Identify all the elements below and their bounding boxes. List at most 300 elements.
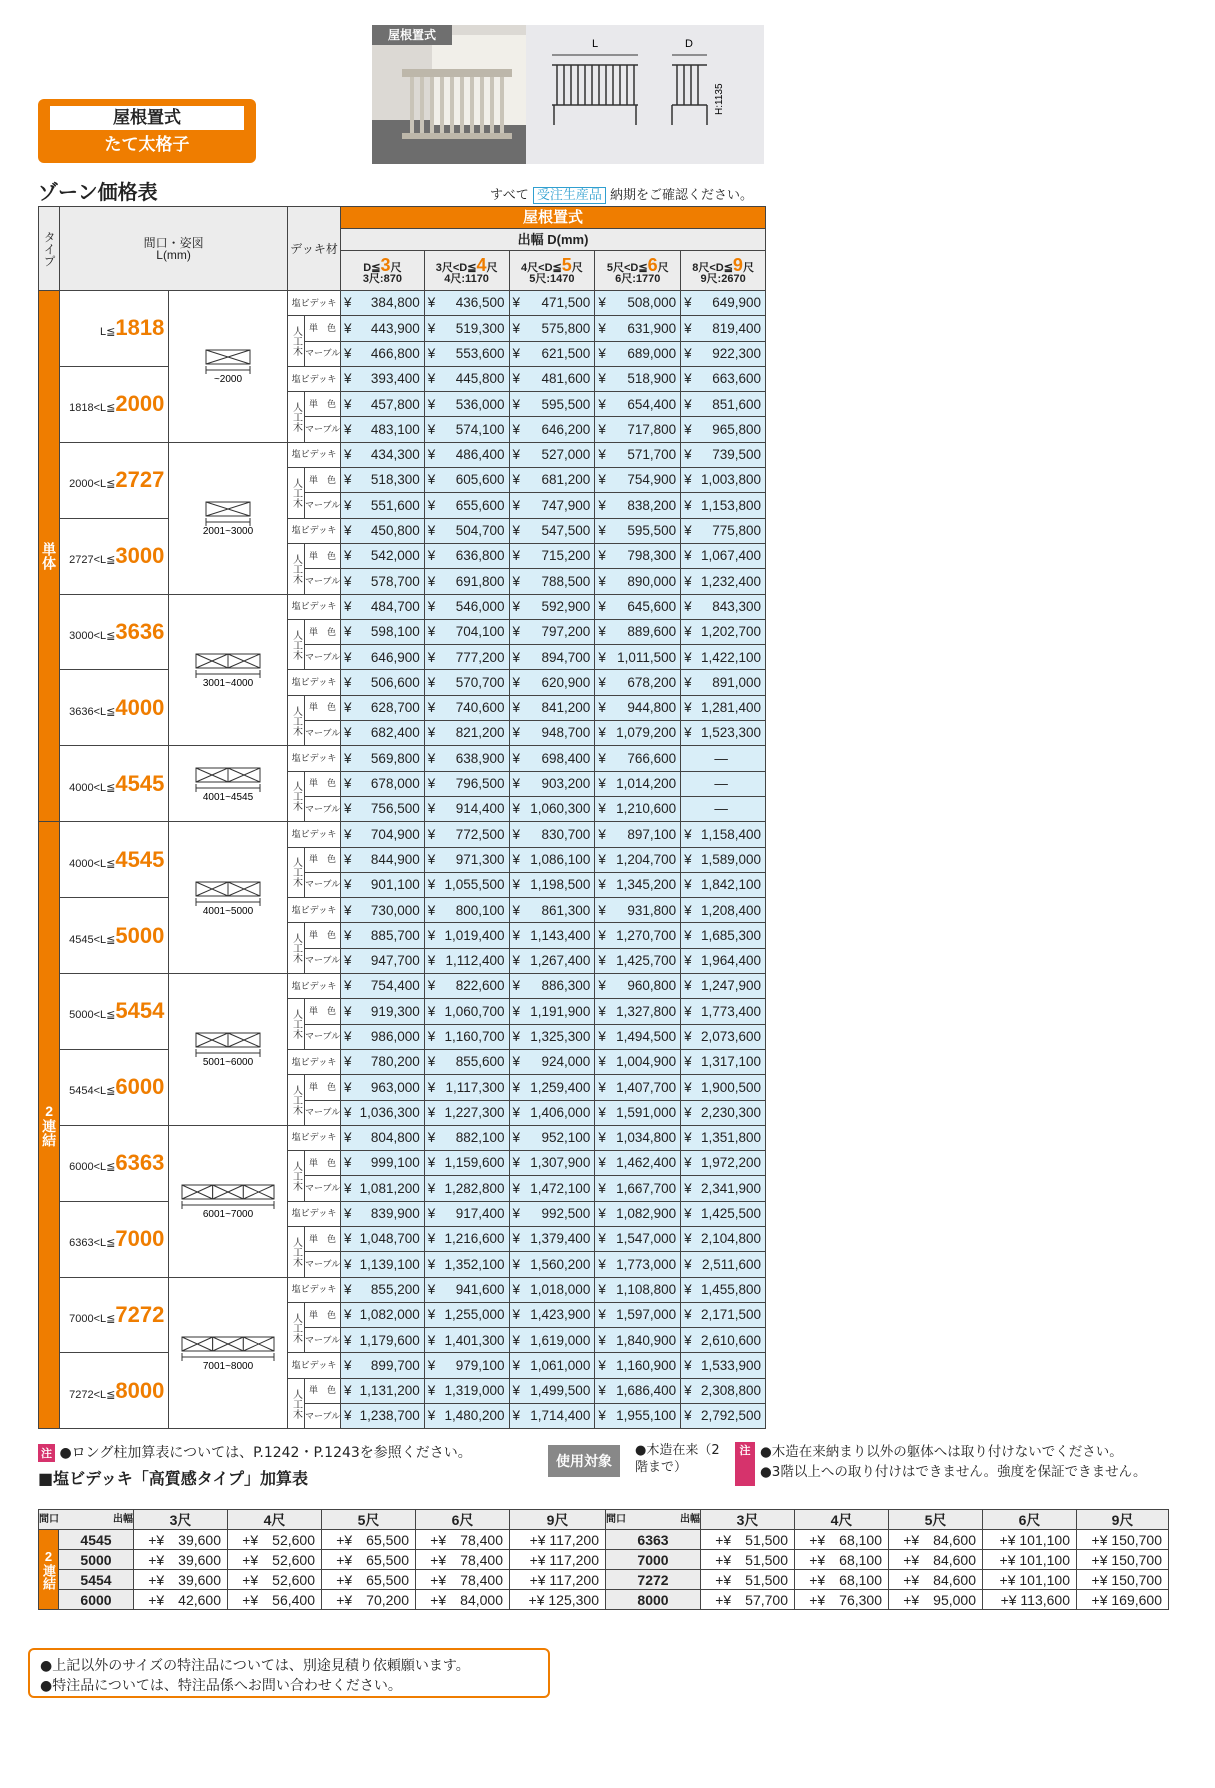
fence-figure <box>169 291 288 443</box>
price-cell <box>681 316 766 341</box>
price-value: 621,500 <box>541 345 591 361</box>
price-cell <box>681 569 766 594</box>
price-row <box>39 974 766 999</box>
price-cell <box>595 872 681 897</box>
addon-open: 6000 <box>59 1590 134 1610</box>
price-value: 903,200 <box>541 776 591 792</box>
deck-jinko: 人工木 <box>288 695 305 746</box>
yen-sign: ¥ <box>598 1281 606 1297</box>
size-cell <box>60 974 169 1050</box>
yen-sign: ¥ <box>512 1180 521 1196</box>
size-value: 6000 <box>115 1074 165 1100</box>
price-row <box>39 291 766 316</box>
addon-value: +¥ 84,600 <box>889 1570 983 1590</box>
yen-sign: ¥ <box>344 674 352 690</box>
yen-sign: ¥ <box>512 295 521 311</box>
use-text: ●木造在来（2階まで） <box>635 1443 720 1475</box>
price-value: 952,100 <box>541 1130 591 1146</box>
deck-marble: マーブル <box>304 872 340 897</box>
addon-open: 7272 <box>606 1570 701 1590</box>
price-cell <box>341 366 425 391</box>
yen-sign: ¥ <box>598 851 606 867</box>
price-cell <box>681 1201 766 1226</box>
addon-open: 5000 <box>59 1550 134 1570</box>
price-value: 1,060,300 <box>530 801 591 817</box>
addon-value: +¥ 65,500 <box>322 1550 416 1570</box>
price-value: 445,800 <box>455 371 505 387</box>
price-cell <box>424 670 509 695</box>
fence-range-label: 2001~3000 <box>203 526 254 538</box>
size-cell <box>60 442 169 518</box>
deck-jinko: 人工木 <box>288 771 305 822</box>
size-value: 8000 <box>115 1377 165 1403</box>
price-cell <box>681 872 766 897</box>
yen-sign: ¥ <box>598 902 606 918</box>
price-value: 838,200 <box>627 497 677 513</box>
price-cell <box>424 518 509 543</box>
yen-sign: ¥ <box>598 1054 606 1070</box>
yen-sign: ¥ <box>427 1256 436 1272</box>
price-cell <box>424 1075 509 1100</box>
yen-sign: ¥ <box>684 345 692 361</box>
price-cell <box>341 1176 425 1201</box>
depth-header: 出幅 D(mm) <box>341 229 766 251</box>
price-cell <box>595 670 681 695</box>
price-cell <box>424 392 509 417</box>
zone-price-title: ゾーン価格表 <box>38 180 158 204</box>
price-cell <box>509 1328 595 1353</box>
deck-pvc: 塩ビデッキ <box>288 442 341 467</box>
deck-marble: マーブル <box>304 569 340 594</box>
price-value: 504,700 <box>455 523 505 539</box>
product-illustration <box>372 25 764 164</box>
price-value: 1,352,100 <box>444 1256 505 1272</box>
price-cell <box>595 1404 681 1429</box>
price-cell <box>341 999 425 1024</box>
yen-sign: ¥ <box>427 1307 436 1323</box>
yen-sign: ¥ <box>512 1307 521 1323</box>
deck-header: デッキ材 <box>288 207 341 291</box>
price-value: 1,191,900 <box>530 1003 591 1019</box>
size-cell <box>60 1125 169 1201</box>
price-cell: — <box>681 746 766 771</box>
price-value: 1,082,000 <box>359 1307 420 1323</box>
yen-sign: ¥ <box>512 1206 521 1222</box>
price-value: 645,600 <box>627 598 677 614</box>
addon-row <box>39 1550 1169 1570</box>
price-cell <box>509 1277 595 1302</box>
addon-col-5尺: 5尺 <box>889 1510 983 1530</box>
price-value: 682,400 <box>370 725 420 741</box>
price-cell <box>681 442 766 467</box>
price-value: 924,000 <box>541 1054 591 1070</box>
price-cell <box>509 847 595 872</box>
yen-sign: ¥ <box>598 1256 606 1272</box>
yen-sign: ¥ <box>427 927 436 943</box>
size-prefix: 3000<L≦ <box>69 630 116 642</box>
dim-d-label: D <box>685 38 693 50</box>
yen-sign: ¥ <box>512 1029 521 1044</box>
addon-value: +¥ 51,500 <box>701 1570 795 1590</box>
yen-sign: ¥ <box>427 1104 436 1120</box>
size-value: 5454 <box>115 998 165 1024</box>
price-cell <box>509 1378 595 1403</box>
price-cell <box>341 569 425 594</box>
addon-value: +¥ 78,400 <box>416 1570 510 1590</box>
price-cell <box>681 1302 766 1327</box>
price-cell <box>681 1176 766 1201</box>
price-cell <box>341 594 425 619</box>
price-cell <box>424 1100 509 1125</box>
yen-sign: ¥ <box>512 371 521 387</box>
price-cell <box>341 948 425 973</box>
made-to-order-tag: 受注生産品 <box>533 187 606 204</box>
price-value: 1,619,000 <box>530 1332 591 1348</box>
price-cell <box>509 1176 595 1201</box>
addon-value: +¥ 84,000 <box>416 1590 510 1610</box>
yen-sign: ¥ <box>427 472 436 488</box>
yen-sign: ¥ <box>344 826 352 842</box>
size-value: 4545 <box>115 846 165 872</box>
price-cell <box>424 822 509 847</box>
fence-photo-icon <box>372 25 526 164</box>
addon-h-depth: 出幅 <box>680 1513 700 1525</box>
yen-sign: ¥ <box>598 674 606 690</box>
price-cell <box>681 1353 766 1378</box>
notice-pre: すべて <box>490 188 529 203</box>
price-value: 917,400 <box>455 1206 505 1222</box>
size-cell <box>60 1049 169 1125</box>
price-value: 655,600 <box>455 497 505 513</box>
price-value: 1,480,200 <box>444 1408 505 1424</box>
price-cell <box>341 468 425 493</box>
price-cell <box>509 948 595 973</box>
price-cell <box>595 316 681 341</box>
price-cell <box>681 898 766 923</box>
price-cell <box>424 1125 509 1150</box>
price-value: 1,061,000 <box>530 1357 591 1373</box>
addon-value: +¥ 68,100 <box>795 1570 889 1590</box>
price-value: 796,500 <box>455 776 505 792</box>
yen-sign: ¥ <box>598 295 606 311</box>
price-value: 899,700 <box>370 1357 420 1373</box>
price-cell <box>424 1302 509 1327</box>
price-cell <box>595 417 681 442</box>
size-prefix: 6000<L≦ <box>69 1161 116 1174</box>
price-row <box>39 1277 766 1302</box>
yen-sign: ¥ <box>512 320 521 336</box>
deck-marble: マーブル <box>304 1252 340 1277</box>
price-cell <box>424 1328 509 1353</box>
price-value: 1,401,300 <box>444 1332 505 1348</box>
yen-sign: ¥ <box>512 674 521 690</box>
yen-sign: ¥ <box>344 1054 352 1070</box>
yen-sign: ¥ <box>684 1054 692 1070</box>
yen-sign: ¥ <box>512 1130 521 1146</box>
depth-col-sub: 3尺:870 <box>362 273 402 285</box>
price-cell <box>424 1176 509 1201</box>
yen-sign: ¥ <box>344 1256 352 1272</box>
fence-range-label: 7001~8000 <box>203 1360 254 1372</box>
yen-sign: ¥ <box>684 1104 692 1120</box>
price-cell <box>424 645 509 670</box>
price-cell <box>595 1353 681 1378</box>
price-value: 1,034,800 <box>616 1130 677 1146</box>
yen-sign: ¥ <box>598 1383 606 1399</box>
price-value: 992,500 <box>541 1206 591 1222</box>
deck-marble: マーブル <box>304 1404 340 1429</box>
price-cell <box>595 442 681 467</box>
size-cell <box>60 1277 169 1353</box>
price-value: 1,227,300 <box>444 1104 505 1120</box>
yen-sign: ¥ <box>427 1281 436 1297</box>
price-cell <box>681 1024 766 1049</box>
yen-sign: ¥ <box>598 1079 606 1095</box>
price-cell <box>341 822 425 847</box>
yen-sign: ¥ <box>512 523 521 539</box>
addon-value: +¥ 56,400 <box>228 1590 322 1610</box>
yen-sign: ¥ <box>512 801 521 817</box>
price-cell <box>509 1100 595 1125</box>
price-cell <box>681 1226 766 1251</box>
fence-range-label: 4001~4545 <box>203 791 254 803</box>
price-cell <box>681 721 766 746</box>
size-prefix: 4545<L≦ <box>69 933 116 946</box>
type-cell-double: 2連結 <box>39 822 60 1429</box>
deck-tanshoku: 単 色 <box>304 923 340 948</box>
price-cell <box>509 518 595 543</box>
fence-figure <box>169 594 288 746</box>
price-value: 885,700 <box>370 927 420 943</box>
price-cell <box>681 1075 766 1100</box>
deck-tanshoku: 単 色 <box>304 619 340 644</box>
depth-col-unit: 尺 <box>486 262 498 274</box>
price-value: 800,100 <box>455 902 505 918</box>
fence-figure <box>169 822 288 974</box>
price-value: 1,198,500 <box>530 877 591 893</box>
price-value: 575,800 <box>541 320 591 336</box>
price-value: 971,300 <box>455 851 505 867</box>
yen-sign: ¥ <box>427 776 436 792</box>
yen-sign: ¥ <box>512 1079 521 1095</box>
type-cell-single: 単体 <box>39 291 60 822</box>
price-cell <box>595 1226 681 1251</box>
price-cell <box>341 1151 425 1176</box>
price-cell <box>595 366 681 391</box>
deck-tanshoku: 単 色 <box>304 468 340 493</box>
price-cell: — <box>681 796 766 821</box>
price-value: 851,600 <box>712 396 761 412</box>
yen-sign: ¥ <box>344 776 352 792</box>
price-cell <box>595 948 681 973</box>
yen-sign: ¥ <box>427 902 436 918</box>
price-cell <box>681 974 766 999</box>
addon-value: +¥ 65,500 <box>322 1570 416 1590</box>
size-cell <box>60 518 169 594</box>
price-value: 830,700 <box>541 826 591 842</box>
price-cell <box>595 847 681 872</box>
price-cell <box>341 670 425 695</box>
price-value: 1,204,700 <box>616 851 677 867</box>
yen-sign: ¥ <box>427 523 436 539</box>
yen-sign: ¥ <box>427 851 436 867</box>
yen-sign: ¥ <box>512 649 521 665</box>
price-value: 798,300 <box>627 548 677 564</box>
yen-sign: ¥ <box>427 1029 436 1044</box>
depth-col-pre: 4尺<D≦ <box>521 262 562 274</box>
yen-sign: ¥ <box>512 725 521 741</box>
depth-col-sub: 5尺:1470 <box>529 273 575 285</box>
yen-sign: ¥ <box>684 700 692 716</box>
yen-sign: ¥ <box>684 396 692 412</box>
deck-marble: マーブル <box>304 796 340 821</box>
price-row <box>39 442 766 467</box>
addon-value: +¥ 68,100 <box>795 1550 889 1570</box>
yen-sign: ¥ <box>512 1408 521 1424</box>
yen-sign: ¥ <box>344 396 352 412</box>
price-value: 2,230,300 <box>700 1104 761 1120</box>
yen-sign: ¥ <box>512 421 521 437</box>
price-cell <box>595 291 681 316</box>
price-value: 1,282,800 <box>444 1180 505 1196</box>
addon-value: +¥ 78,400 <box>416 1530 510 1550</box>
price-cell <box>341 771 425 796</box>
yen-sign: ¥ <box>512 953 521 969</box>
product-badge <box>38 99 256 163</box>
price-value: 1,773,400 <box>700 1003 761 1019</box>
yen-sign: ¥ <box>344 750 352 766</box>
price-value: 2,511,600 <box>701 1256 761 1272</box>
price-value: 777,200 <box>455 649 505 665</box>
price-cell <box>424 746 509 771</box>
yen-sign: ¥ <box>344 523 352 539</box>
addon-value: +¥ 84,600 <box>889 1530 983 1550</box>
yen-sign: ¥ <box>344 1155 352 1171</box>
price-cell <box>341 518 425 543</box>
price-value: 1,533,900 <box>700 1357 761 1373</box>
yen-sign: ¥ <box>684 320 692 336</box>
addon-value: +¥ 70,200 <box>322 1590 416 1610</box>
deck-tanshoku: 単 色 <box>304 1302 340 1327</box>
price-cell <box>341 1353 425 1378</box>
deck-jinko: 人工木 <box>288 1226 305 1277</box>
price-row <box>39 1125 766 1150</box>
price-value: 780,200 <box>370 1054 420 1070</box>
yen-sign: ¥ <box>598 598 606 614</box>
yen-sign: ¥ <box>344 1079 352 1095</box>
warning-1: ●木造在来納まり以外の躯体へは取り付けないでください。 <box>760 1444 1123 1460</box>
price-cell <box>424 341 509 366</box>
price-cell <box>341 796 425 821</box>
yen-sign: ¥ <box>684 447 692 463</box>
addon-title: ■塩ビデッキ「高質感タイプ」加算表 <box>38 1469 308 1488</box>
price-cell <box>341 898 425 923</box>
deck-tanshoku: 単 色 <box>304 771 340 796</box>
price-value: 547,500 <box>541 523 591 539</box>
size-value: 4000 <box>115 694 165 720</box>
depth-col-5 <box>509 251 595 291</box>
price-cell <box>595 1049 681 1074</box>
price-value: 484,700 <box>370 598 420 614</box>
deck-pvc: 塩ビデッキ <box>288 1049 341 1074</box>
price-cell <box>595 1302 681 1327</box>
addon-row <box>39 1570 1169 1590</box>
price-cell <box>341 1378 425 1403</box>
price-cell <box>681 670 766 695</box>
yen-sign: ¥ <box>427 1408 436 1424</box>
addon-corner-right <box>606 1510 701 1530</box>
price-cell <box>341 1024 425 1049</box>
yen-sign: ¥ <box>427 725 436 741</box>
yen-sign: ¥ <box>344 371 352 387</box>
yen-sign: ¥ <box>427 497 436 513</box>
yen-sign: ¥ <box>684 598 692 614</box>
yen-sign: ¥ <box>684 497 692 513</box>
fence-plan-icon <box>178 1333 278 1373</box>
depth-col-pre: D≦ <box>363 262 381 274</box>
yen-sign: ¥ <box>512 472 521 488</box>
price-cell <box>681 619 766 644</box>
yen-sign: ¥ <box>684 1332 692 1348</box>
size-cell <box>60 822 169 898</box>
yen-sign: ¥ <box>427 826 436 842</box>
price-value: 527,000 <box>541 447 591 463</box>
price-value: 999,100 <box>370 1155 420 1171</box>
price-cell <box>341 1075 425 1100</box>
yen-sign: ¥ <box>344 953 352 969</box>
price-cell <box>509 493 595 518</box>
price-cell <box>681 1277 766 1302</box>
price-cell <box>595 341 681 366</box>
yen-sign: ¥ <box>598 1231 606 1247</box>
price-value: 1,067,400 <box>700 548 761 564</box>
fence-plan-icon <box>178 878 278 918</box>
price-value: 766,600 <box>627 750 677 766</box>
fence-plan-icon <box>178 764 278 804</box>
size-value: 4545 <box>115 770 165 796</box>
yen-sign: ¥ <box>344 1332 352 1348</box>
price-cell <box>595 1201 681 1226</box>
yen-sign: ¥ <box>512 927 521 943</box>
price-value: 681,200 <box>541 472 591 488</box>
price-cell <box>595 1277 681 1302</box>
yen-sign: ¥ <box>512 1332 521 1348</box>
long-post-note-text: ●ロング柱加算表については、P.1242・P.1243を参照ください。 <box>59 1445 472 1461</box>
price-cell <box>509 746 595 771</box>
yen-sign: ¥ <box>344 573 352 589</box>
opening-header: 間口・姿図 L(mm) <box>60 207 288 291</box>
price-value: 620,900 <box>541 674 591 690</box>
price-value: 894,700 <box>541 649 591 665</box>
price-value: 1,158,400 <box>700 826 761 842</box>
deck-tanshoku: 単 色 <box>304 1378 340 1403</box>
price-cell <box>509 1353 595 1378</box>
addon-col-4尺: 4尺 <box>228 1510 322 1530</box>
price-cell <box>341 493 425 518</box>
depth-col-6 <box>595 251 681 291</box>
price-value: 1,060,700 <box>444 1003 505 1019</box>
yen-sign: ¥ <box>684 1079 692 1095</box>
price-cell <box>509 1404 595 1429</box>
price-value: 1,208,400 <box>700 902 761 918</box>
size-value: 5000 <box>115 922 165 948</box>
price-cell <box>595 1252 681 1277</box>
price-cell <box>341 1404 425 1429</box>
price-value: 944,800 <box>627 700 677 716</box>
price-cell <box>509 923 595 948</box>
price-value: 519,300 <box>455 320 505 336</box>
price-value: 754,900 <box>627 472 677 488</box>
